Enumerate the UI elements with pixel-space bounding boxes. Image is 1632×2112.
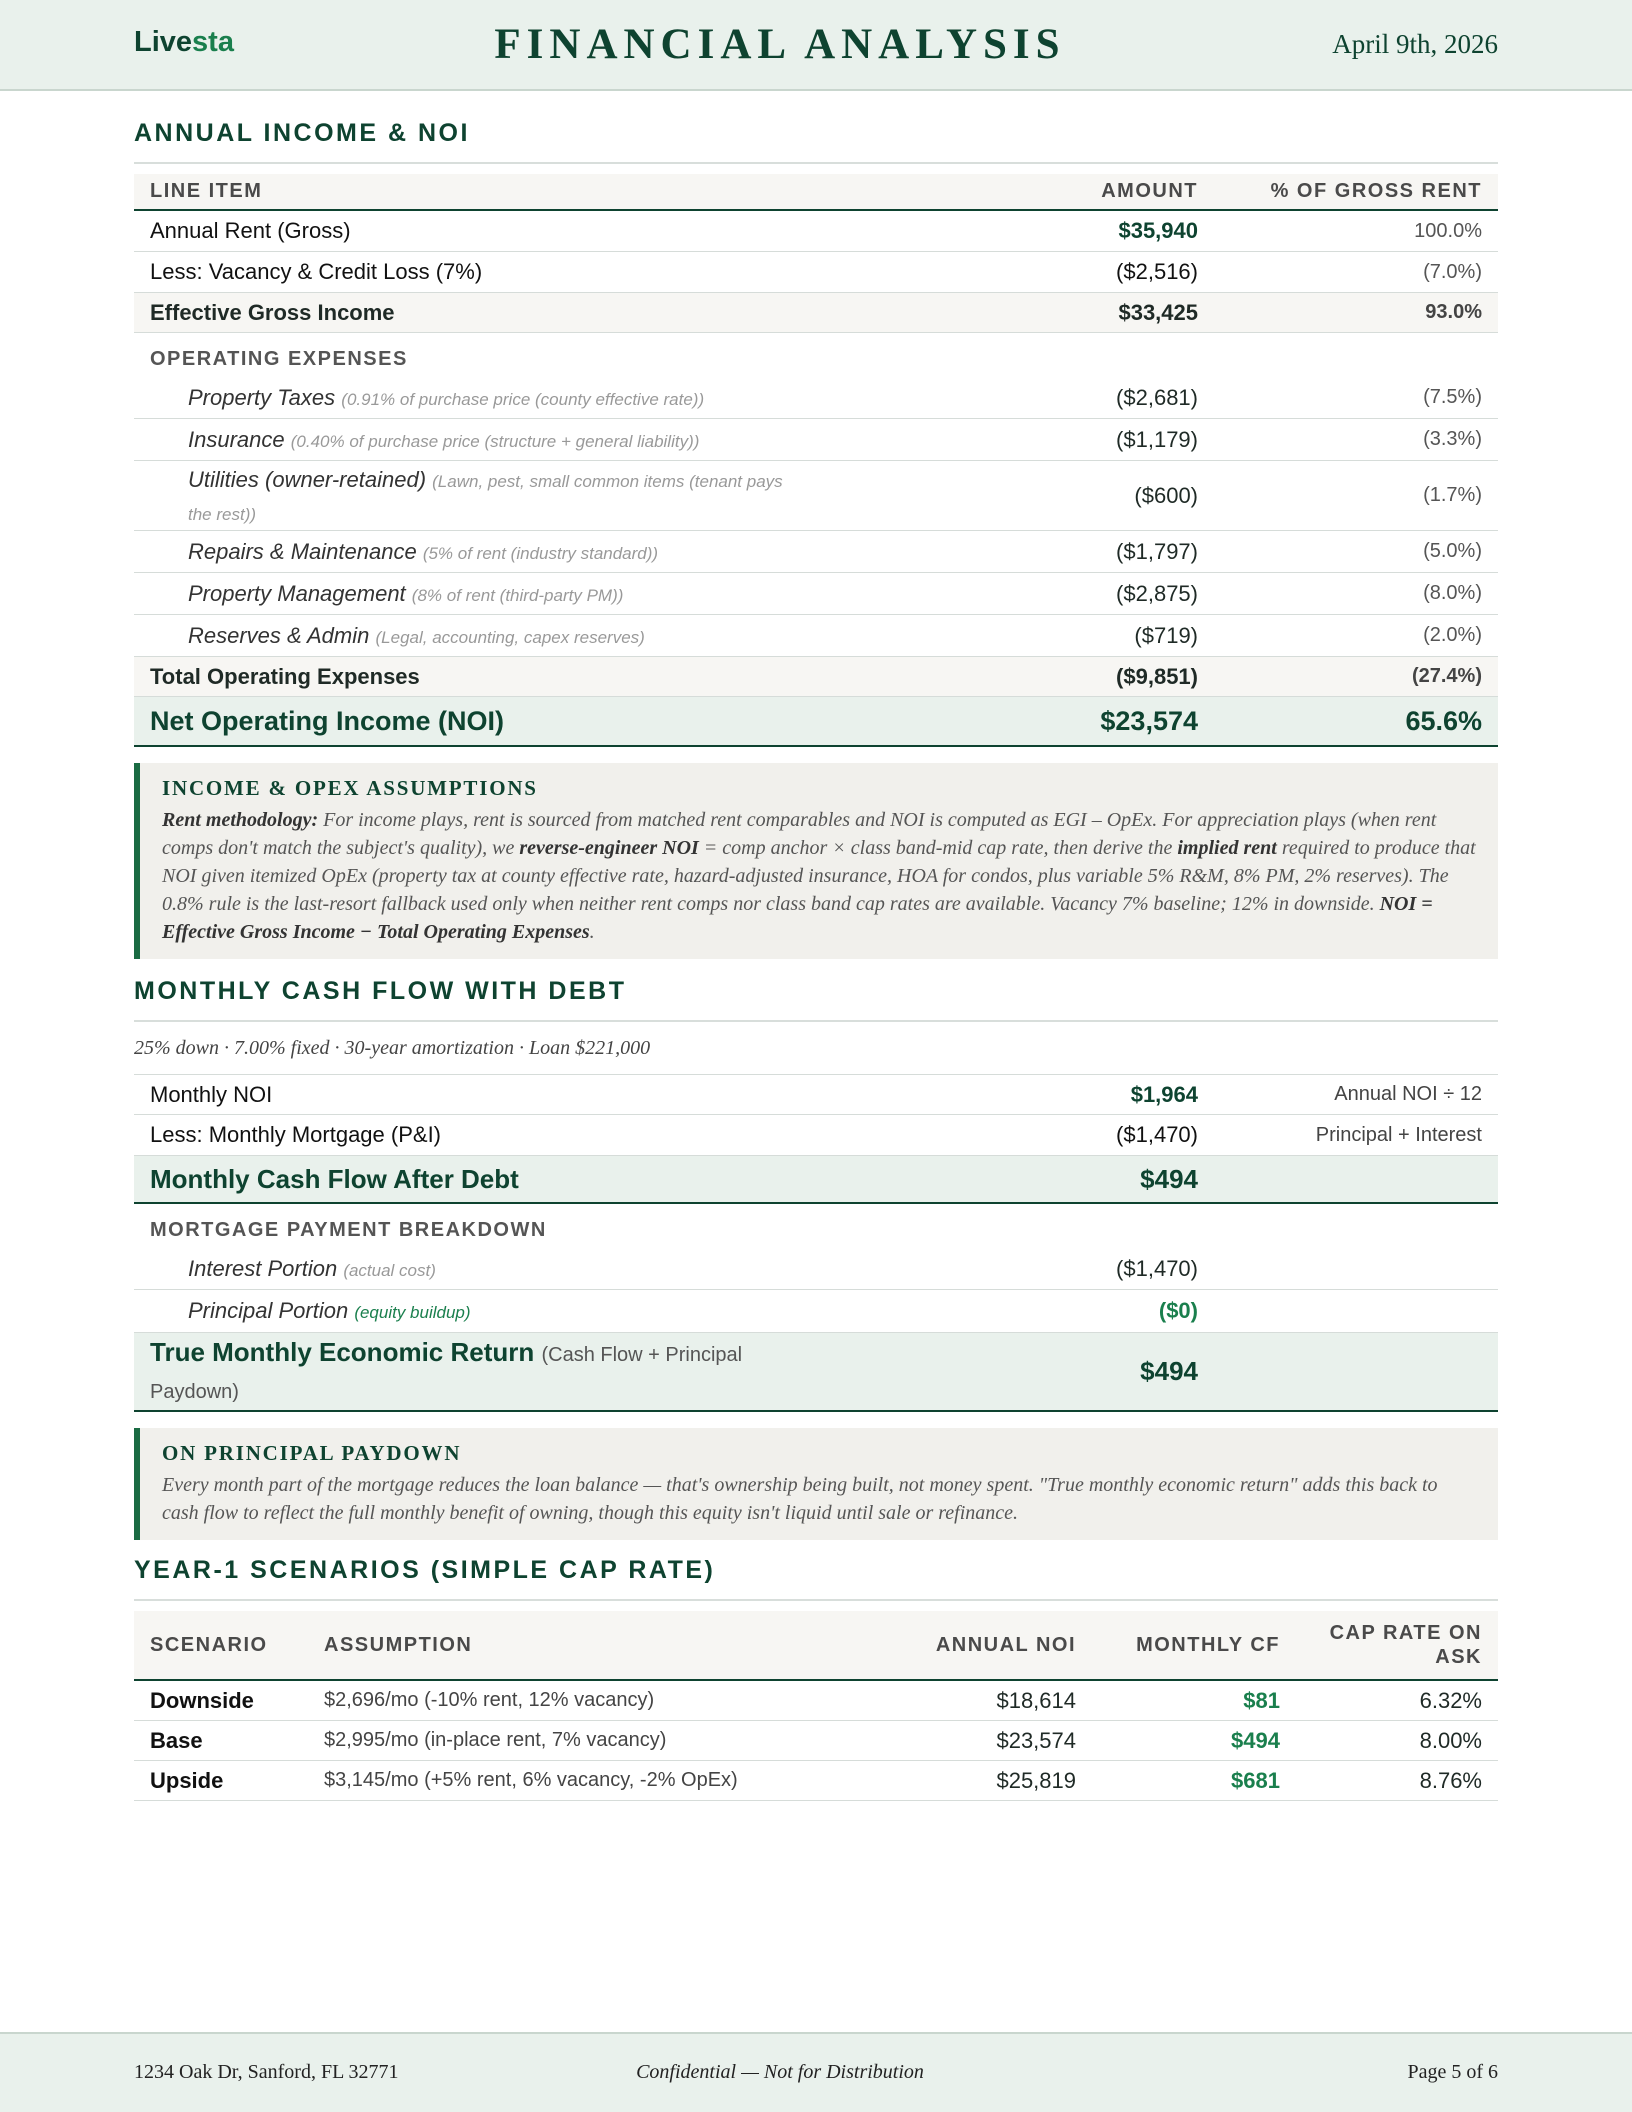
col-line-item: LINE ITEM: [150, 180, 263, 202]
table-row: Downside $2,696/mo (-10% rent, 12% vacancy) $18,614 $81 6.32%: [134, 1681, 1498, 1721]
page-title: FINANCIAL ANALYSIS: [494, 21, 1066, 68]
opex-row: Insurance (0.40% of purchase price (structure + general liability)) ($1,179) (3.3%): [134, 419, 1498, 461]
page-number: Page 5 of 6: [1407, 2061, 1498, 2083]
opex-heading: OPERATING EXPENSES: [150, 347, 408, 370]
report-body: [134, 91, 1498, 1801]
table-row: Annual Rent (Gross) $35,940 100.0%: [134, 211, 1498, 252]
opex-row: Repairs & Maintenance (5% of rent (industry standard)) ($1,797) (5.0%): [134, 531, 1498, 573]
opex-row: Reserves & Admin (Legal, accounting, capex reserves) ($719) (2.0%): [134, 615, 1498, 657]
noi-row: Net Operating Income (NOI) $23,574 65.6%: [134, 697, 1498, 747]
interest-row: Interest Portion (actual cost) ($1,470): [134, 1248, 1498, 1290]
col-amount: AMOUNT: [1101, 180, 1198, 202]
paydown-callout: [134, 1428, 1498, 1540]
table-row: Monthly NOI $1,964 Annual NOI ÷ 12: [134, 1074, 1498, 1115]
true-return-row: True Monthly Economic Return (Cash Flow + Principal Paydown) $494: [134, 1332, 1498, 1412]
table-row: Less: Vacancy & Credit Loss (7%) ($2,516) (7.0%): [134, 252, 1498, 293]
loan-terms: 25% down · 7.00% fixed · 30-year amortization · Loan $221,000: [134, 1037, 651, 1059]
scenarios-section-title: YEAR-1 SCENARIOS (SIMPLE CAP RATE): [134, 1556, 1498, 1601]
egi-row: Effective Gross Income $33,425 93.0%: [134, 293, 1498, 333]
callout-body: Every month part of the mortgage reduces the loan balance — that's ownership being built, not money spent. "True monthly economic return" adds this back to cash flow to reflect the full monthly benefit of owning, though this equity isn't liquid until sale or refinance.: [162, 1474, 1438, 1524]
page-footer: [0, 2032, 1632, 2112]
principal-row: Principal Portion (equity buildup) ($0): [188, 1298, 1198, 1323]
breakdown-heading: MORTGAGE PAYMENT BREAKDOWN: [150, 1218, 547, 1241]
cashflow-section-title: MONTHLY CASH FLOW WITH DEBT: [134, 977, 1498, 1022]
opex-row: Property Management (8% of rent (third-party PM)) ($2,875) (8.0%): [134, 573, 1498, 615]
income-section-title: ANNUAL INCOME & NOI: [134, 119, 1498, 164]
table-row: Less: Monthly Mortgage (P&I) ($1,470) Principal + Interest: [134, 1115, 1498, 1156]
property-address: 1234 Oak Dr, Sanford, FL 32771: [134, 2061, 399, 2083]
opex-row: Utilities (owner-retained) (Lawn, pest, small common items (tenant pays the rest)) ($600) (1.7%): [134, 461, 1498, 531]
report-date: April 9th, 2026: [1332, 29, 1498, 59]
income-table-header: [134, 174, 1498, 211]
cash-flow-after-debt-row: Monthly Cash Flow After Debt $494: [134, 1156, 1498, 1204]
table-row: Base $2,995/mo (in-place rent, 7% vacancy) $23,574 $494 8.00%: [134, 1721, 1498, 1761]
callout-body: Rent methodology: For income plays, rent is sourced from matched rent comparables and NOI is computed as EGI – OpEx. For appreciation plays (when rent comps don't match the subject's quality), we reverse-engineer NOI = comp anchor × class band-mid cap rate, then derive the implied rent required to produce that NOI given itemized OpEx (property tax at county effective rate, hazard-adjusted insurance, HOA for condos, plus variable 5% R&M, 8% PM, 2% reserves). The 0.8% rule is the last-resort fallback used only when neither rent comps nor class band cap rates are available. Vacancy 7% baseline; 12% in downside. NOI = Effective Gross Income − Total Operating Expenses.: [162, 809, 1476, 943]
col-pct-gross: % OF GROSS RENT: [1270, 180, 1482, 202]
opex-row: Property Taxes (0.91% of purchase price (county effective rate)) ($2,681) (7.5%): [134, 377, 1498, 419]
scenarios-table-header: SCENARIO ASSUMPTION ANNUAL NOI MONTHLY CF CAP RATE ON ASK: [134, 1611, 1498, 1681]
table-row: Upside $3,145/mo (+5% rent, 6% vacancy, -2% OpEx) $25,819 $681 8.76%: [134, 1761, 1498, 1801]
callout-title: INCOME & OPEX ASSUMPTIONS: [162, 776, 538, 800]
brand-logo: Livesta: [134, 26, 234, 58]
callout-title: ON PRINCIPAL PAYDOWN: [162, 1441, 462, 1465]
confidential-notice: Confidential — Not for Distribution: [636, 2061, 924, 2083]
total-opex-row: Total Operating Expenses ($9,851) (27.4%): [134, 657, 1498, 697]
assumptions-callout: [134, 763, 1498, 959]
page-header: [0, 0, 1632, 91]
